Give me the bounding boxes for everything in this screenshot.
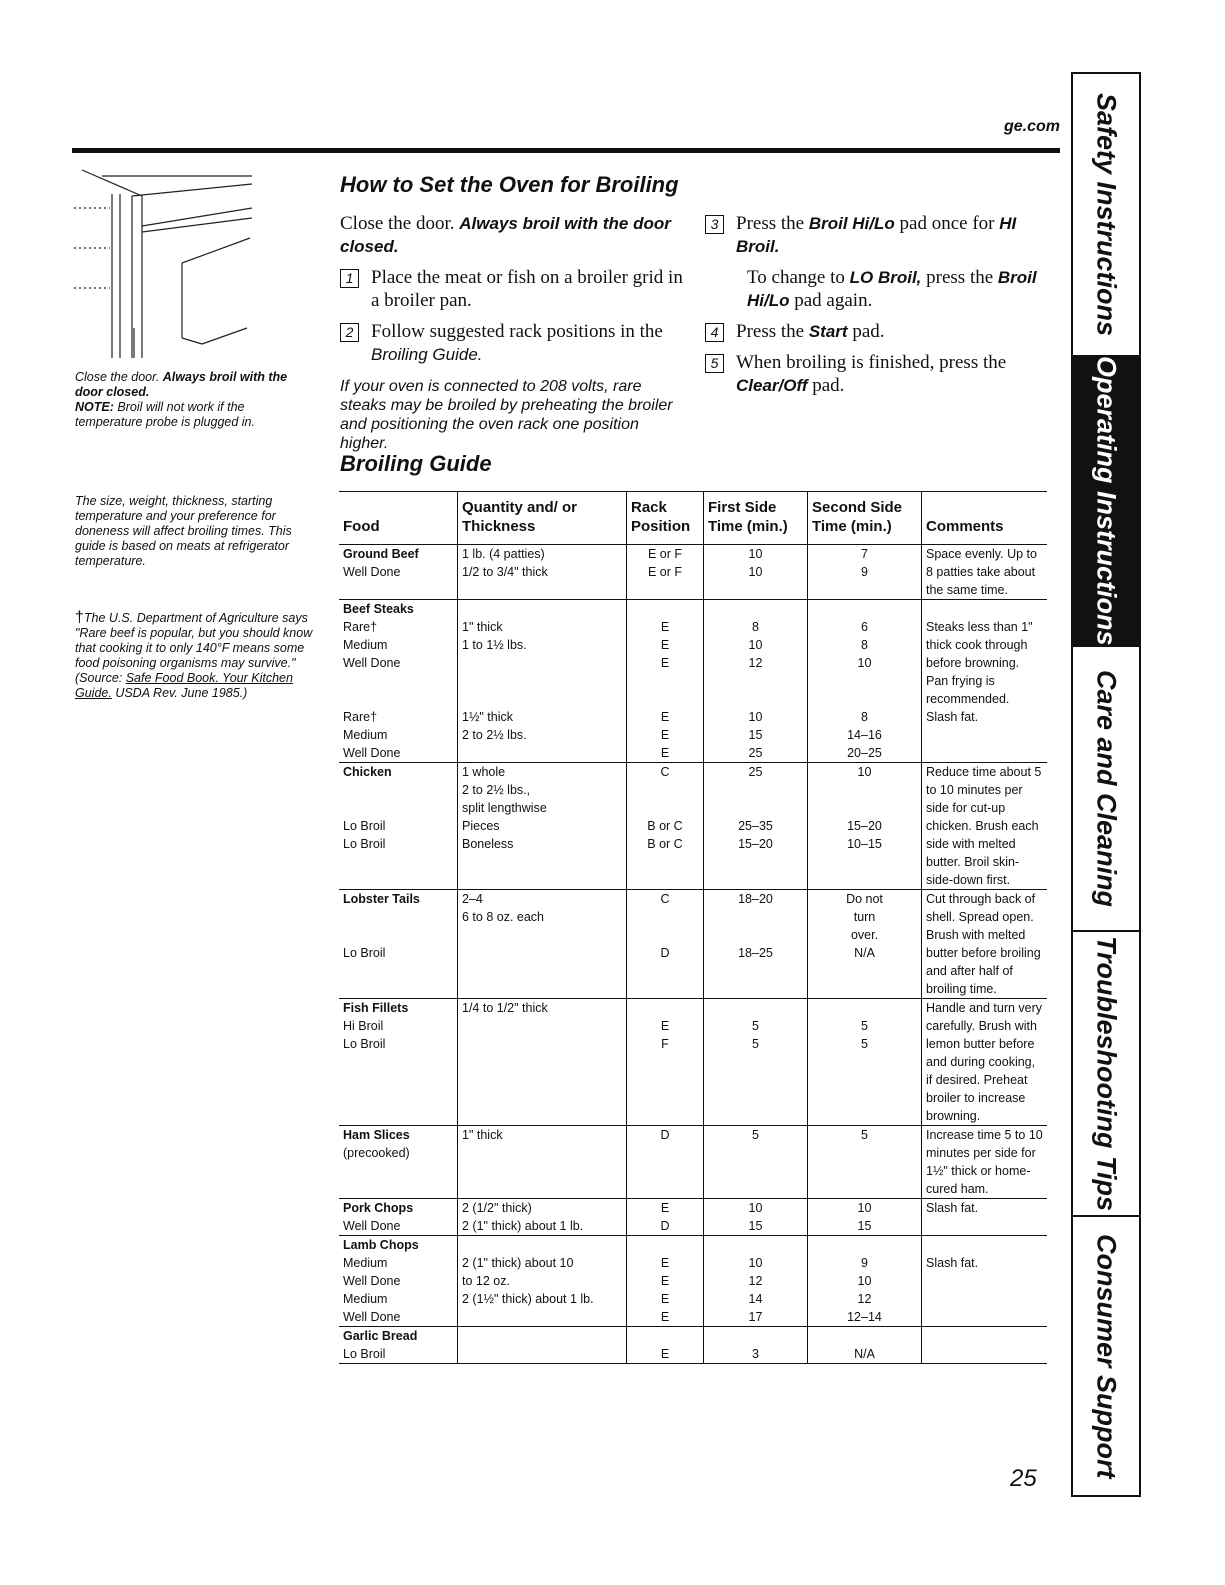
cell-line <box>343 908 453 926</box>
cell-line <box>462 672 622 690</box>
comments-cell: Increase time 5 to 10 minutes per side for 1½" thick or home-cured ham. <box>922 1126 1048 1199</box>
table-cell <box>808 1236 922 1327</box>
table-cell <box>458 763 627 890</box>
cell-line <box>812 600 917 618</box>
cell-line: E <box>660 1019 670 1033</box>
cell-line: 1/2 to 3/4" thick <box>462 565 548 579</box>
cell-line: D <box>660 946 670 960</box>
cell-line: over. <box>850 928 879 942</box>
cell-line: E <box>660 656 670 670</box>
table-cell <box>627 763 704 890</box>
guide-title: Broiling Guide <box>340 451 492 476</box>
cell-line: 5 <box>861 1019 868 1033</box>
table-cell <box>627 1199 704 1236</box>
broiling-guide-table <box>339 491 1047 1364</box>
cell-line: Chicken <box>343 765 392 779</box>
step-5: 5 When broiling is finished, press the Clear/Off pad. <box>705 351 1050 397</box>
cell-line <box>708 1144 803 1162</box>
cell-line: 10 <box>857 765 872 779</box>
cell-line: 18–20 <box>738 892 773 906</box>
illustration-caption: Close the door. Always broil with the door closed. NOTE: Broil will not work if the temperature probe is plugged in. <box>75 370 288 429</box>
cell-line: E <box>660 1201 670 1215</box>
table-cell <box>627 1327 704 1364</box>
cell-line: 8 <box>752 620 759 634</box>
cell-line <box>812 1327 917 1345</box>
cell-line <box>462 600 622 618</box>
cell-line <box>343 781 453 799</box>
cell-line: 25 <box>748 765 763 779</box>
page-number: 25 <box>1010 1465 1037 1492</box>
cell-line: 15 <box>748 728 763 742</box>
voltage-note: If your oven is connected to 208 volts, rare steaks may be broiled by preheating the broiler and positioning the oven rack one position higher. <box>340 378 673 452</box>
step-3-detail: To change to LO Broil, press the Broil Hi/Lo pad again. <box>747 267 1037 311</box>
table-row <box>339 999 1047 1126</box>
cell-line: 2 to 2½ lbs., <box>462 783 531 797</box>
cell-line: Ground Beef <box>343 547 419 561</box>
cell-line <box>631 690 699 708</box>
cell-line <box>812 799 917 817</box>
cell-line: 6 <box>861 620 868 634</box>
cell-line: 14–16 <box>847 728 882 742</box>
cell-line: E <box>660 746 670 760</box>
cell-line <box>631 799 699 817</box>
tab-consumer-support[interactable]: Consumer Support <box>1091 1233 1122 1479</box>
comments-cell: Reduce time about 5 to 10 minutes per side for cut-up chicken. Brush each side with melted butter. Broil skin-side-down first. <box>922 763 1048 890</box>
table-row <box>339 1236 1047 1327</box>
table-row <box>339 1126 1047 1199</box>
cell-line: 3 <box>752 1347 759 1361</box>
step-number: 1 <box>340 269 359 288</box>
cell-line <box>631 1236 699 1254</box>
cell-line <box>631 781 699 799</box>
cell-line: Do not <box>846 892 883 906</box>
cell-line: 25 <box>748 746 763 760</box>
cell-line: 7 <box>861 547 868 561</box>
table-cell <box>339 545 458 600</box>
cell-line: E or F <box>647 565 683 579</box>
usda-note: †The U.S. Department of Agriculture says "Rare beef is popular, but you should know that cooking it to only 140°F means some food poisoning organisms may survive." (Source: Safe Food Book. Your Kitchen Guide. USDA Rev. June 1985.) <box>75 609 313 700</box>
cell-line: Garlic Bread <box>343 1329 418 1343</box>
table-cell <box>704 600 808 763</box>
table-cell <box>458 1327 627 1364</box>
table-cell <box>458 999 627 1126</box>
cell-line: E <box>660 1347 670 1361</box>
cell-line <box>631 600 699 618</box>
cell-line: 12 <box>857 1292 872 1306</box>
cell-line: 10 <box>857 656 872 670</box>
cell-line <box>462 944 622 962</box>
cell-line: Well Done <box>343 1310 401 1324</box>
steps-right <box>705 212 1050 405</box>
cell-line <box>462 926 622 944</box>
table-cell <box>704 1327 808 1364</box>
cell-line <box>631 1144 699 1162</box>
cell-line <box>708 999 803 1017</box>
cell-line <box>708 799 803 817</box>
table-cell <box>808 545 922 600</box>
cell-line <box>812 1236 917 1254</box>
cell-line: 10 <box>748 565 763 579</box>
section-tabs <box>1071 72 1141 1497</box>
cell-line: Medium <box>343 1256 388 1270</box>
column-header: Quantity and/ or Thickness <box>458 492 627 545</box>
tab-safety-instructions[interactable]: Safety Instructions <box>1073 74 1139 357</box>
cell-line <box>812 781 917 799</box>
cell-line: 10 <box>748 1201 763 1215</box>
table-cell <box>704 1126 808 1199</box>
cell-line: E <box>660 638 670 652</box>
cell-line <box>462 1144 622 1162</box>
cell-line: Well Done <box>343 656 401 670</box>
table-cell <box>458 600 627 763</box>
cell-line: 1/4 to 1/2" thick <box>462 1001 548 1015</box>
cell-line <box>812 999 917 1017</box>
cell-line: Lamb Chops <box>343 1238 419 1252</box>
cell-line: 10–15 <box>847 837 882 851</box>
table-cell <box>808 999 922 1126</box>
cell-line: 12 <box>748 1274 763 1288</box>
tab-troubleshooting-tips[interactable]: Troubleshooting Tips <box>1073 932 1139 1217</box>
cell-line: 1½" thick <box>462 710 513 724</box>
cell-line: 5 <box>752 1128 759 1142</box>
cell-line: Lo Broil <box>343 1347 386 1361</box>
table-cell <box>339 1236 458 1327</box>
table-cell <box>339 890 458 999</box>
cell-line: D <box>660 1128 670 1142</box>
table-row <box>339 763 1047 890</box>
header-rule <box>72 148 1060 153</box>
column-header: Comments <box>922 492 1048 545</box>
cell-line: 17 <box>748 1310 763 1324</box>
cell-line: 25–35 <box>738 819 773 833</box>
cell-line: 2 (1/2" thick) <box>462 1201 532 1215</box>
cell-line <box>462 1308 622 1326</box>
cell-line <box>708 1327 803 1345</box>
cell-line: 1" thick <box>462 620 503 634</box>
cell-line: 1" thick <box>462 1128 503 1142</box>
table-cell <box>704 763 808 890</box>
cell-line <box>708 908 803 926</box>
cell-line: 10 <box>748 1256 763 1270</box>
column-header: First Side Time (min.) <box>704 492 808 545</box>
cell-line: N/A <box>854 1347 875 1361</box>
table-cell <box>704 999 808 1126</box>
cell-line: E <box>660 1310 670 1324</box>
cell-line <box>812 1144 917 1162</box>
cell-line: 10 <box>748 638 763 652</box>
cell-line: Medium <box>343 1292 388 1306</box>
cell-line: 18–25 <box>738 946 773 960</box>
table-cell <box>339 763 458 890</box>
table-cell <box>339 1327 458 1364</box>
table-row <box>339 1327 1047 1364</box>
cell-line: 10 <box>748 710 763 724</box>
column-header: Second Side Time (min.) <box>808 492 922 545</box>
cell-line: Hi Broil <box>343 1019 384 1033</box>
step-number: 4 <box>705 323 724 342</box>
table-cell <box>808 890 922 999</box>
cell-line: 14 <box>748 1292 763 1306</box>
cell-line: 10 <box>857 1274 872 1288</box>
cell-line <box>462 1035 622 1053</box>
cell-line: Beef Steaks <box>343 602 414 616</box>
cell-line: 20–25 <box>847 746 882 760</box>
table-cell <box>458 545 627 600</box>
cell-line: 5 <box>861 1037 868 1051</box>
cell-line: Ham Slices <box>343 1128 410 1142</box>
cell-line <box>462 1345 622 1363</box>
cell-line: E <box>660 710 670 724</box>
tab-care-and-cleaning[interactable]: Care and Cleaning <box>1073 647 1139 932</box>
cell-line: E <box>660 728 670 742</box>
cell-line: (precooked) <box>343 1146 410 1160</box>
cell-line: Boneless <box>462 837 514 851</box>
cell-line <box>462 690 622 708</box>
cell-line <box>708 690 803 708</box>
table-cell <box>458 1199 627 1236</box>
table-cell <box>458 890 627 999</box>
cell-line: Lo Broil <box>343 819 386 833</box>
tab-operating-instructions[interactable]: Operating Instructions <box>1073 357 1139 647</box>
cell-line: 8 <box>861 638 868 652</box>
cell-line <box>462 1327 622 1345</box>
cell-line: Lo Broil <box>343 837 386 851</box>
cell-line: B or C <box>647 837 683 851</box>
table-cell <box>627 999 704 1126</box>
cell-line: Lo Broil <box>343 1037 386 1051</box>
cell-line: turn <box>853 910 876 924</box>
comments-cell: Cut through back of shell. Spread open. Brush with melted butter before broiling and after half of broiling time. <box>922 890 1048 999</box>
cell-line: F <box>661 1037 669 1051</box>
table-cell <box>704 1199 808 1236</box>
cell-line: Medium <box>343 638 388 652</box>
cell-line: Lobster Tails <box>343 892 420 906</box>
cell-line: 15 <box>748 1219 763 1233</box>
step-3: 3 Press the Broil Hi/Lo pad once for HI Broil. <box>705 212 1050 258</box>
cell-line: E <box>660 1256 670 1270</box>
table-cell <box>704 1236 808 1327</box>
cell-line <box>462 654 622 672</box>
cell-line: 2 (1" thick) about 10 <box>462 1256 574 1270</box>
comments-cell: Handle and turn very carefully. Brush with lemon butter before and during cooking, if desired. Preheat broiler to increase browning. <box>922 999 1048 1126</box>
step-number: 2 <box>340 323 359 342</box>
cell-line <box>708 1236 803 1254</box>
table-cell <box>339 1126 458 1199</box>
step-2: 2 Follow suggested rack positions in the Broiling Guide. <box>340 320 690 366</box>
table-cell <box>704 545 808 600</box>
site-url: ge.com <box>1003 118 1060 135</box>
table-cell <box>339 1199 458 1236</box>
comments-cell <box>922 1327 1048 1364</box>
cell-line <box>631 672 699 690</box>
cell-line: B or C <box>647 819 683 833</box>
oven-door-illustration <box>72 168 272 363</box>
step-1 <box>340 266 690 312</box>
cell-line: E or F <box>647 547 683 561</box>
cell-line: Rare† <box>343 620 378 634</box>
table-cell <box>627 890 704 999</box>
cell-line: 10 <box>857 1201 872 1215</box>
cell-line: Pork Chops <box>343 1201 414 1215</box>
cell-line: 2–4 <box>462 892 483 906</box>
table-cell <box>339 999 458 1126</box>
step-4: 4 Press the Start pad. <box>705 320 1050 343</box>
table-row <box>339 600 1047 763</box>
cell-line: Well Done <box>343 1219 401 1233</box>
cell-line <box>462 744 622 762</box>
cell-line <box>343 690 453 708</box>
cell-line <box>708 600 803 618</box>
cell-line: E <box>660 1274 670 1288</box>
cell-line: D <box>660 1219 670 1233</box>
cell-line <box>631 1327 699 1345</box>
steps-left <box>340 266 690 374</box>
cell-line: 5 <box>752 1019 759 1033</box>
step-number: 3 <box>705 215 724 234</box>
cell-line: 5 <box>752 1037 759 1051</box>
cell-line: 9 <box>861 1256 868 1270</box>
cell-line: E <box>660 620 670 634</box>
cell-line: 15–20 <box>847 819 882 833</box>
cell-line: Pieces <box>462 819 500 833</box>
column-header: Rack Position <box>627 492 704 545</box>
cell-line <box>462 1017 622 1035</box>
comments-cell: Slash fat. <box>922 1199 1048 1236</box>
cell-line: split lengthwise <box>462 801 547 815</box>
cell-line <box>708 781 803 799</box>
cell-line <box>343 926 453 944</box>
cell-line: Well Done <box>343 746 401 760</box>
cell-line: 2 to 2½ lbs. <box>462 728 527 742</box>
cell-line: 15 <box>857 1219 872 1233</box>
table-cell <box>704 890 808 999</box>
cell-line <box>462 1236 622 1254</box>
cell-line: C <box>660 892 670 906</box>
cell-line <box>631 926 699 944</box>
cell-line: 5 <box>861 1128 868 1142</box>
table-cell <box>627 1126 704 1199</box>
cell-line: 8 <box>861 710 868 724</box>
cell-line: 6 to 8 oz. each <box>462 910 545 924</box>
cell-line <box>812 672 917 690</box>
table-header-row <box>339 492 1047 545</box>
cell-line <box>708 672 803 690</box>
cell-line: 1 to 1½ lbs. <box>462 638 527 652</box>
table-row <box>339 545 1047 600</box>
table-cell <box>458 1236 627 1327</box>
table-cell <box>808 1199 922 1236</box>
table-row <box>339 1199 1047 1236</box>
section-title: How to Set the Oven for Broiling <box>340 172 679 197</box>
cell-line: 15–20 <box>738 837 773 851</box>
cell-line: E <box>660 1292 670 1306</box>
cell-line: 12–14 <box>847 1310 882 1324</box>
cell-line: 2 (1" thick) about 1 lb. <box>462 1219 584 1233</box>
cell-line <box>812 690 917 708</box>
cell-line: Fish Fillets <box>343 1001 409 1015</box>
table-row <box>339 890 1047 999</box>
table-cell <box>627 545 704 600</box>
cell-line: to 12 oz. <box>462 1274 510 1288</box>
cell-line: 1 lb. (4 patties) <box>462 547 545 561</box>
intro-text: Close the door. Always broil with the door closed. <box>340 213 671 256</box>
table-cell <box>458 1126 627 1199</box>
guide-side-note: The size, weight, thickness, starting temperature and your preference for doneness will affect broiling times. This guide is based on meats at refrigerator temperature. <box>75 494 292 568</box>
step-text: Place the meat or fish on a broiler grid in a broiler pan. <box>371 267 683 311</box>
table-cell <box>808 763 922 890</box>
cell-line: N/A <box>854 946 875 960</box>
cell-line: 2 (1½" thick) about 1 lb. <box>462 1292 594 1306</box>
table-cell <box>627 1236 704 1327</box>
table-cell <box>808 1327 922 1364</box>
comments-cell: Slash fat. <box>922 1236 1048 1327</box>
table-cell <box>808 600 922 763</box>
cell-line <box>343 672 453 690</box>
column-header: Food <box>343 518 380 535</box>
cell-line: C <box>660 765 670 779</box>
cell-line: 12 <box>748 656 763 670</box>
cell-line: Lo Broil <box>343 946 386 960</box>
table-cell <box>339 600 458 763</box>
cell-line: Rare† <box>343 710 378 724</box>
cell-line: Well Done <box>343 565 401 579</box>
cell-line: 9 <box>861 565 868 579</box>
cell-line: Medium <box>343 728 388 742</box>
cell-line: 1 whole <box>462 765 506 779</box>
cell-line <box>631 908 699 926</box>
cell-line <box>631 999 699 1017</box>
comments-cell: Steaks less than 1" thick cook through before browning. Pan frying is recommended. Slash fat. <box>922 600 1048 763</box>
cell-line <box>708 926 803 944</box>
step-number: 5 <box>705 354 724 373</box>
table-cell <box>808 1126 922 1199</box>
comments-cell: Space evenly. Up to 8 patties take about the same time. <box>922 545 1048 600</box>
cell-line: 10 <box>748 547 763 561</box>
table-cell <box>627 600 704 763</box>
cell-line <box>343 799 453 817</box>
cell-line: Well Done <box>343 1274 401 1288</box>
